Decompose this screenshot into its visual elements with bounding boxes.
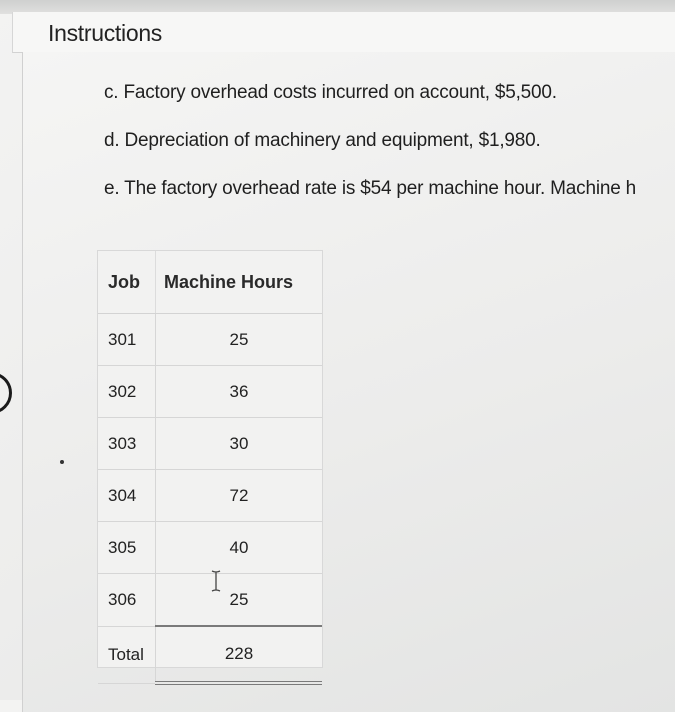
job-cell: 302 xyxy=(98,366,156,418)
dot-mark xyxy=(60,460,64,464)
hours-cell: 25 xyxy=(156,574,323,627)
text-cursor-icon xyxy=(210,570,222,592)
table-header-row xyxy=(98,251,322,314)
table-row xyxy=(98,418,322,470)
total-hours: 228 xyxy=(156,626,323,683)
table-row xyxy=(98,366,322,418)
column-header-machine-hours: Machine Hours xyxy=(156,251,323,314)
job-cell: 306 xyxy=(98,574,156,627)
total-row xyxy=(98,626,322,683)
instruction-line-e: e. The factory overhead rate is $54 per machine hour. Machine h xyxy=(104,178,637,199)
hours-cell: 72 xyxy=(156,470,323,522)
table-row xyxy=(98,470,322,522)
job-cell: 301 xyxy=(98,314,156,366)
column-header-job: Job xyxy=(98,251,156,314)
job-cell: 304 xyxy=(98,470,156,522)
job-cell: 305 xyxy=(98,522,156,574)
radio-button-edge[interactable] xyxy=(0,372,12,414)
instructions-header xyxy=(12,12,675,53)
hours-cell: 30 xyxy=(156,418,323,470)
job-cell: 303 xyxy=(98,418,156,470)
hours-cell: 36 xyxy=(156,366,323,418)
table-row xyxy=(98,522,322,574)
instruction-line-d: d. Depreciation of machinery and equipment, $1,980. xyxy=(104,130,541,151)
total-label: Total xyxy=(98,626,156,683)
table-row xyxy=(98,314,322,366)
instruction-line-c: c. Factory overhead costs incurred on account, $5,500. xyxy=(104,82,557,103)
hours-cell: 25 xyxy=(156,314,323,366)
machine-hours-table xyxy=(97,250,323,668)
hours-cell: 40 xyxy=(156,522,323,574)
page-title: Instructions xyxy=(48,20,163,46)
